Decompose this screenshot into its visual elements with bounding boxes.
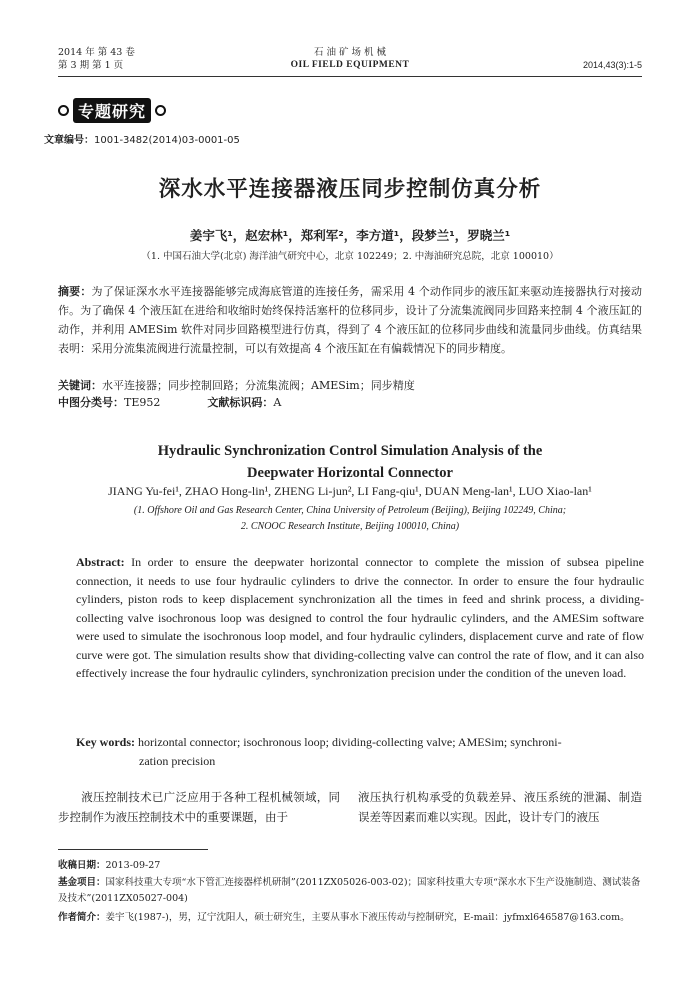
doc-code-label: 文献标识码：: [207, 396, 274, 409]
circle-bullet-icon: [155, 105, 166, 116]
body-left-text: 液压控制技术已广泛应用于各种工程机械领域，同步控制作为液压控制技术中的重要课题，由于: [58, 790, 340, 824]
footnote-rule: [58, 849, 208, 850]
article-number: [44, 131, 240, 146]
author-bio-text: 姜宇飞(1987-)，男，辽宁沈阳人，硕士研究生，主要从事水下液压传动与控制研究，E-mail：jyfmxl646587@163.com。: [105, 912, 630, 923]
received-label: 收稿日期：: [58, 860, 106, 871]
affiliation-en: [0, 503, 700, 535]
fund-label: 基金项目：: [58, 877, 106, 888]
column-label: [58, 98, 166, 123]
article-number-value: 1001-3482(2014)03-0001-05: [94, 135, 240, 146]
clc-label: 中图分类号：: [58, 396, 124, 409]
affiliation-cn: （1. 中国石油大学(北京) 海洋油气研究中心，北京 102249；2. 中海油研究总院，北京 100010）: [141, 251, 559, 262]
fund-text: 国家科技重大专项“水下管汇连接器样机研制”(2011ZX05026-003-02)；国家科技重大专项“深水水下生产设施制造、测试装备及技术”(2011ZX05027-004): [58, 877, 641, 904]
journal-name-en: OIL FIELD EQUIPMENT: [290, 60, 410, 70]
title-en-line2: Deepwater Horizontal Connector: [247, 465, 453, 481]
affiliation-en-line1: (1. Offshore Oil and Gas Research Center, China University of Petroleum (Beijing), Beijing 102249, China;: [133, 505, 567, 516]
footnote-received: [58, 858, 642, 874]
abstract-en-label: Abstract:: [76, 555, 125, 569]
title-en-line1: Hydraulic Synchronization Control Simulation Analysis of the: [157, 443, 543, 459]
header-year-volume: 2014 年 第 43 卷: [58, 47, 135, 58]
footnote-author: [58, 910, 642, 926]
title-cn: 深水水平连接器液压同步控制仿真分析: [158, 177, 542, 202]
keywords-en-text-line1: horizontal connector; isochronous loop; dividing-collecting valve; AMESim; synchroni-: [138, 735, 562, 749]
header-citation: 2014,43(3):1-5: [582, 60, 642, 70]
keywords-en-text-line2: zation precision: [139, 753, 216, 768]
article-number-label: 文章编号：: [44, 135, 94, 146]
title-en: [0, 440, 700, 484]
abstract-cn-label: 摘要：: [58, 285, 92, 298]
received-date: 2013-09-27: [105, 860, 161, 871]
author-bio-label: 作者简介：: [58, 912, 106, 923]
header-issue-page: 第 3 期 第 1 页: [58, 60, 124, 71]
authors-cn: 姜宇飞¹，赵宏林¹，郑利军²，李方道¹，段梦兰¹，罗晓兰¹: [189, 228, 511, 243]
affiliation-en-line2: 2. CNOOC Research Institute, Beijing 100010, China): [240, 521, 460, 532]
journal-name-cn: 石 油 矿 场 机 械: [313, 47, 387, 58]
abstract-en: [76, 553, 644, 683]
column-label-text: 专题研究: [73, 98, 151, 123]
authors-en: JIANG Yu-fei¹, ZHAO Hong-lin¹, ZHENG Li-jun², LI Fang-qiu¹, DUAN Meng-lan¹, LUO Xiao-lan¹: [108, 484, 592, 498]
body-column-right: 液压执行机构承受的负载差异、液压系统的泄漏、制造误差等因素而难以实现。因此，设计专门的液压: [358, 790, 642, 824]
abstract-cn-text: 为了保证深水水平连接器能够完成海底管道的连接任务，需采用 4 个动作同步的液压缸来驱动连接器执行对接动作。为了确保 4 个液压缸在进给和收缩时始终保持活塞杆的位移同步，设计了分流集流阀同步回路来控制 4 个液压缸的动作，并利用 AMESim 软件对同步回路模型进行仿真，得到了 4 个液压缸的位移同步曲线和流量同步曲线。仿真结果表明：采用分流集流阀进行流量控制，可以有效提高 4 个液压缸在有偏载情况下的同步精度。: [58, 285, 643, 355]
abstract-cn: [58, 282, 642, 358]
keywords-cn: [58, 377, 642, 411]
footnote-fund: [58, 875, 642, 907]
keywords-en: [76, 733, 644, 770]
keywords-cn-label: 关键词：: [58, 379, 102, 392]
keywords-en-label: Key words:: [76, 735, 135, 749]
clc-value: TE952: [124, 396, 161, 409]
abstract-en-text: In order to ensure the deepwater horizontal connector to complete the mission of subsea pipeline connection, it needs to use four hydraulic cylinders to drive the connector. In order to ensure the four hydraulic cylinders, piston rods to keep displacement synchronization all the times in feed and shrink process, a dividing-collecting valve isochronous loop was designed to control the four hydraulic cylinders, and the AMESim software were used to simulate the isochronous loop model, and four hydraulic cylinders, displacement curve and rate of flow curve were got. The simulation results show that dividing-collecting valve can control the rate of flow, and it can also effectively increase the four hydraulic cylinders, synchronization precision under the condition of the uneven load.: [76, 555, 644, 680]
body-column-left: [58, 787, 340, 827]
circle-bullet-icon: [58, 105, 69, 116]
header-rule: [58, 76, 642, 77]
doc-code-value: A: [273, 396, 282, 409]
keywords-cn-text: 水平连接器；同步控制回路；分流集流阀；AMESim；同步精度: [102, 379, 415, 392]
